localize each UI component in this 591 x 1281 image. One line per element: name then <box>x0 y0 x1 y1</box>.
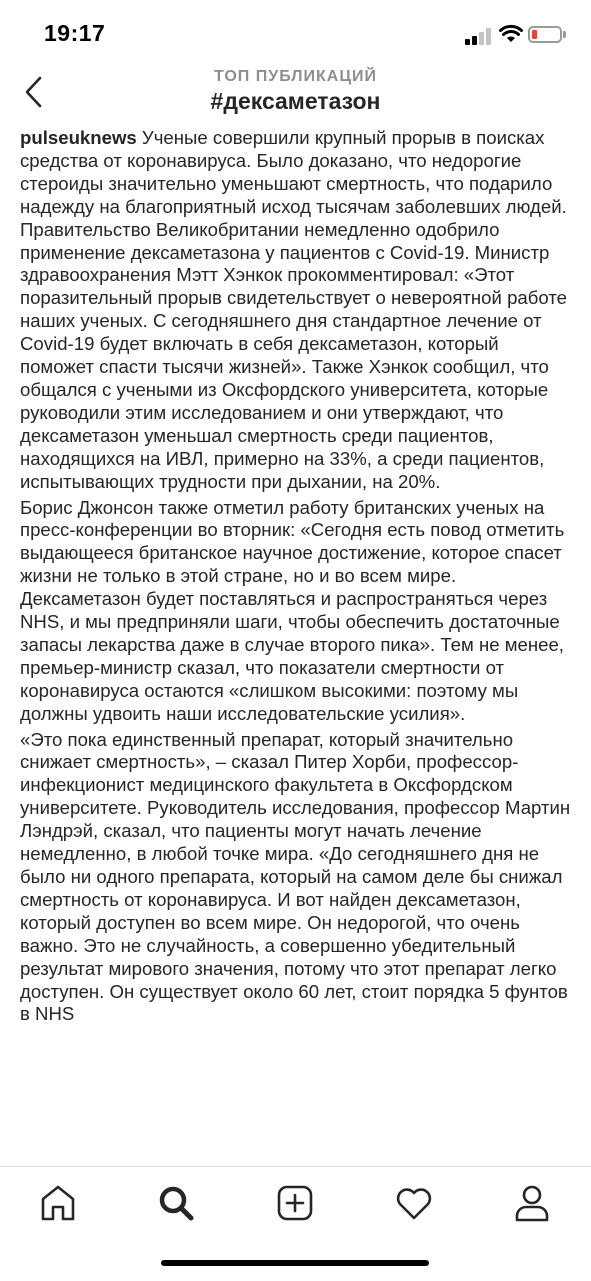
home-icon <box>34 1179 82 1227</box>
caption-paragraph <box>20 127 575 494</box>
tab-home[interactable] <box>34 1179 82 1227</box>
tab-activity[interactable] <box>390 1179 438 1227</box>
tab-profile[interactable] <box>508 1179 556 1227</box>
navigation-bar <box>0 60 591 122</box>
cellular-signal-icon <box>465 27 495 45</box>
tab-new-post[interactable] <box>271 1179 319 1227</box>
page-supertitle: ТОП ПУБЛИКАЦИЙ <box>213 68 378 85</box>
home-indicator[interactable] <box>161 1260 429 1266</box>
page-title: #дексаметазон <box>210 88 381 114</box>
caption-text: Ученые совершили крупный прорыв в поисках средства от коронавируса. Было доказано, что недорогие стероиды значительно уменьшают смертность, что подарило надежду на благоприятный исход тысячам заболевших людей. Правительство Великобритании немедленно одобрило применение дексаметазона у пациентов с Covid-19. Министр здравоохранения Мэтт Хэнкок прокомментировал: «Этот поразительный прорыв свидетельствует о невероятной работе наших ученых. С сегодняшнего дня стандартное лечение от Covid-19 будет включать в себя дексаметазон, который поможет спасти тысячи жизней». Также Хэнкок сообщил, что общался с учеными из Оксфордского университета, которые руководили этим исследованием и они утверждают, что дексаметазон уменьшал смертность среди пациентов, находящихся на ИВЛ, примерно на 33%, а среди пациентов, испытывающих трудности при дыхании, на 20%. <box>20 127 567 492</box>
battery-tip <box>563 31 566 38</box>
battery-icon <box>528 26 562 43</box>
plus-square-icon <box>271 1179 319 1227</box>
post-username[interactable]: pulseuknews <box>20 127 137 148</box>
status-time: 19:17 <box>44 20 106 46</box>
profile-icon <box>508 1179 556 1227</box>
heart-icon <box>390 1179 438 1227</box>
caption-paragraph: Борис Джонсон также отметил работу британских ученых на пресс-конференции во вторник: «Сегодня есть повод отметить выдающееся британское научное достижение, которое спасет жизни не только в этой стране, но и во всем мире. Дексаметазон будет поставляться и распространяться через NHS, и мы предприняли шаги, чтобы обеспечить достаточные запасы лекарства даже в случае второго пика». Тем не менее, премьер-министр сказал, что показатели смертности от коронавируса остаются «слишком высокими: поэтому мы должны удвоить наши исследовательские усилия». <box>20 496 565 724</box>
wifi-icon <box>499 24 523 43</box>
tab-search[interactable] <box>152 1179 200 1227</box>
status-bar <box>0 0 591 66</box>
caption-paragraph: «Это пока единственный препарат, который значительно снижает смертность», – сказал Питер Хорби, профессор-инфекционист медицинского факультета в Оксфордском университете. Руководитель исследования, профессор Мартин Лэндрэй, сказал, что пациенты могут начать лечение немедленно, в любой точке мира. «До сегодняшнего дня не было ни одного препарата, который на самом деле бы снижал смертность от коронавируса. И вот найден дексаметазон, который доступен во всем мире. Он недорогой, что очень важно. Это не случайность, а совершенно убедительный результат мирового значения, потому что этот препарат легко доступен. Он существует около 60 лет, стоит порядка 5 фунтов в NHS <box>20 728 571 1025</box>
post-caption <box>20 127 575 1167</box>
search-icon <box>152 1179 200 1227</box>
